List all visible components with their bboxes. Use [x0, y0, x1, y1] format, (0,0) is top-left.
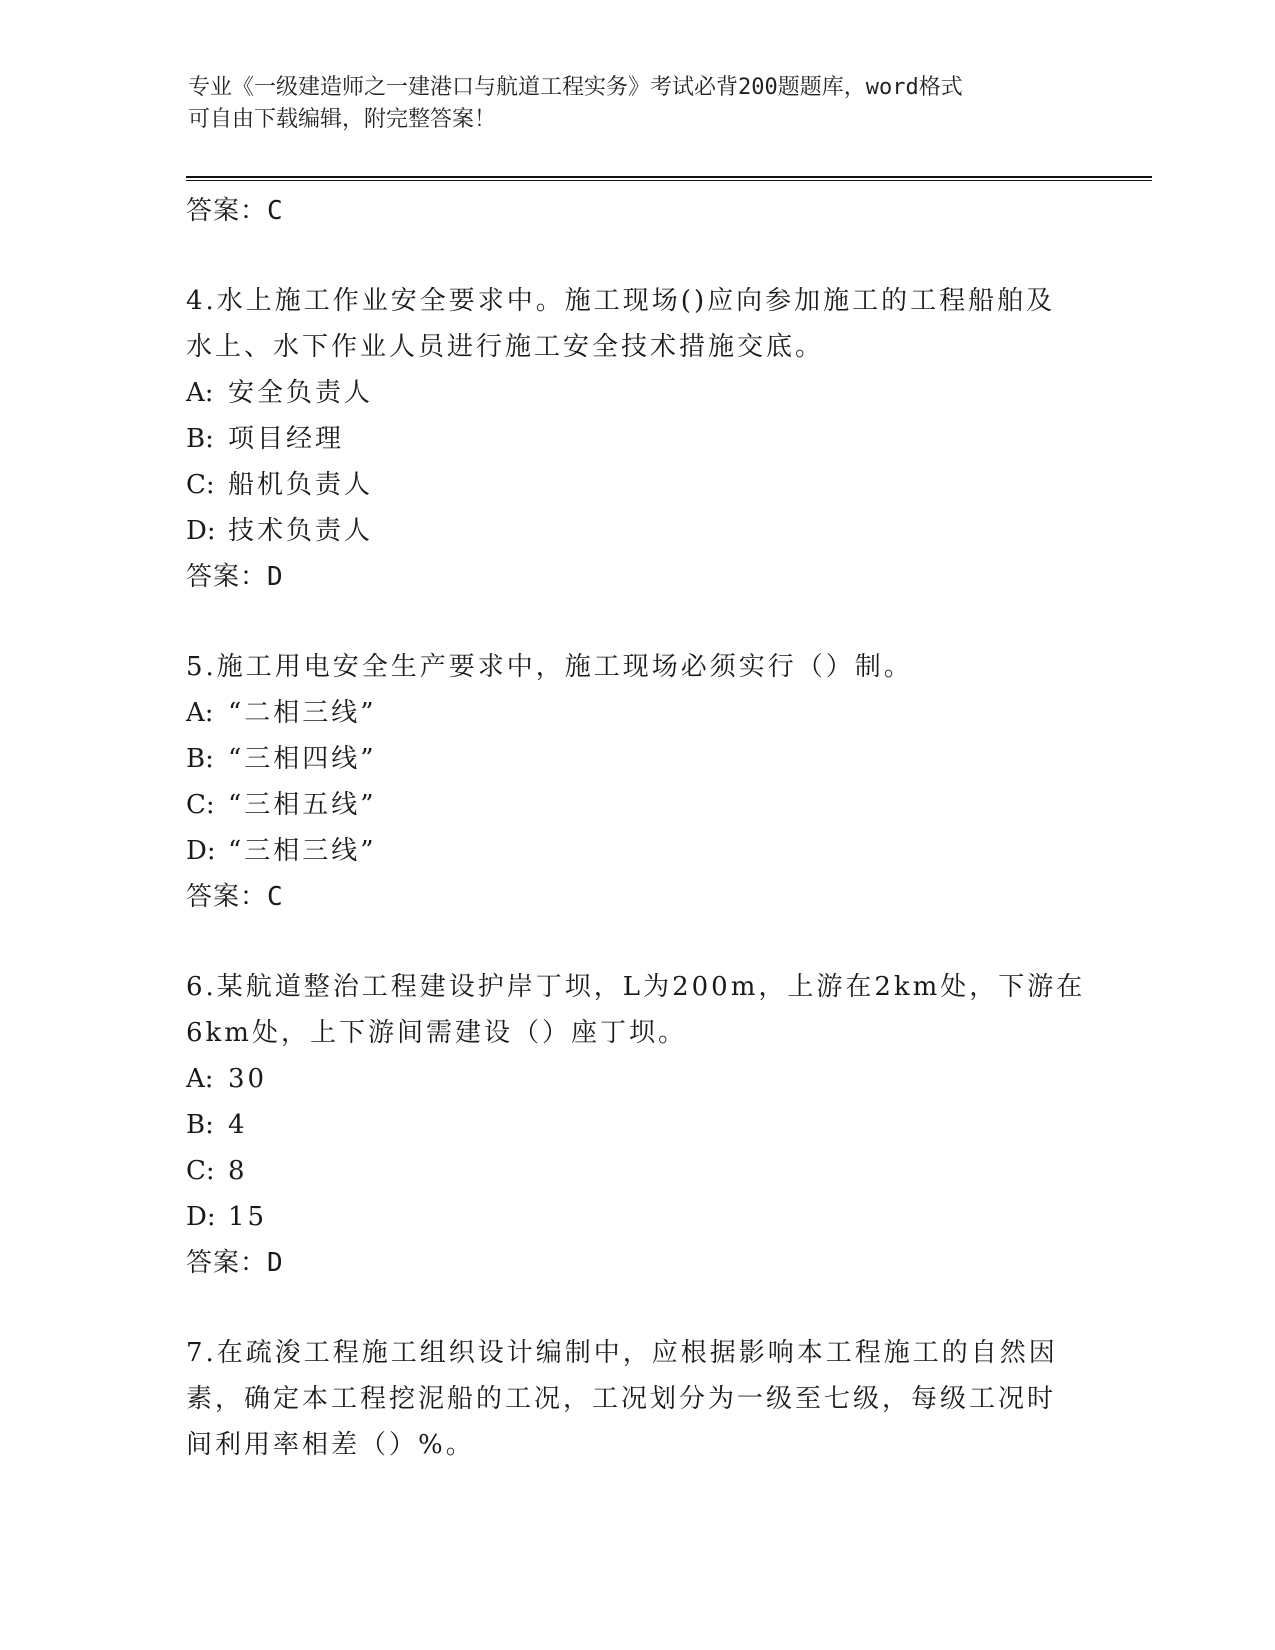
answer-option: [186, 1056, 1086, 1102]
answer-value: D: [267, 1248, 284, 1278]
answer-value: C: [267, 882, 284, 912]
option-key: A:: [186, 378, 214, 408]
option-key: B:: [186, 424, 214, 454]
question-block: [186, 278, 1086, 600]
question-stem: [186, 1330, 1086, 1468]
question-block: [186, 964, 1086, 1286]
answer-option: [186, 828, 1086, 874]
option-text: 技术负责人: [228, 516, 374, 546]
option-text: 30: [228, 1064, 268, 1094]
question-block: [186, 644, 1086, 920]
answer-value: D: [267, 562, 284, 592]
option-text: “二相三线”: [228, 698, 377, 728]
option-text: 安全负责人: [228, 378, 374, 408]
option-text: “三相四线”: [228, 744, 377, 774]
option-text: “三相三线”: [228, 836, 377, 866]
question-spacer: [186, 234, 1086, 278]
answer-option: [186, 1102, 1086, 1148]
question-stem-line: 6km处，上下游间需建设（）座丁坝。: [186, 1018, 687, 1048]
question-stem-line: 5.施工用电安全生产要求中，施工现场必须实行（）制。: [186, 652, 913, 682]
option-text: “三相五线”: [228, 790, 377, 820]
question-stem-line: 6.某航道整治工程建设护岸丁坝，L为200m，上游在2km处，下游在: [186, 972, 1086, 1002]
answer-option: [186, 782, 1086, 828]
answer-label: 答案：: [186, 882, 268, 912]
question-list: [186, 188, 1086, 1468]
option-text: 4: [228, 1110, 248, 1140]
answer-option: [186, 690, 1086, 736]
answer-option: [186, 462, 1086, 508]
page-header: [188, 72, 1068, 136]
question-stem-line: 4.水上施工作业安全要求中。施工现场()应向参加施工的工程船舶及: [186, 286, 1056, 316]
header-divider: [186, 176, 1152, 181]
option-text: 8: [228, 1156, 248, 1186]
answer-value: C: [267, 196, 284, 226]
answer-option: [186, 1148, 1086, 1194]
answer-label: 答案：: [186, 196, 268, 226]
option-key: D:: [186, 836, 216, 866]
answer-label: 答案：: [186, 1248, 268, 1278]
question-spacer: [186, 1286, 1086, 1330]
answer-option: [186, 508, 1086, 554]
question-block: [186, 1330, 1086, 1468]
option-text: 船机负责人: [228, 470, 374, 500]
option-key: A:: [186, 1064, 214, 1094]
question-stem: [186, 964, 1086, 1056]
option-key: D:: [186, 516, 216, 546]
question-spacer: [186, 920, 1086, 964]
question-stem: [186, 278, 1086, 370]
answer-line: [186, 1240, 1086, 1286]
option-key: C:: [186, 790, 215, 820]
question-stem-line: 7.在疏浚工程施工组织设计编制中，应根据影响本工程施工的自然因: [186, 1338, 1058, 1368]
option-key: C:: [186, 470, 215, 500]
option-text: 15: [228, 1202, 268, 1232]
header-title-line-1: 专业《一级建造师之一建港口与航道工程实务》考试必背200题题库，word格式: [188, 75, 963, 100]
option-key: B:: [186, 744, 214, 774]
question-stem: [186, 644, 1086, 690]
question-stem-line: 间利用率相差（）%。: [186, 1430, 475, 1460]
answer-option: [186, 736, 1086, 782]
option-key: C:: [186, 1156, 215, 1186]
answer-option: [186, 1194, 1086, 1240]
option-key: D:: [186, 1202, 216, 1232]
answer-label: 答案：: [186, 562, 268, 592]
answer-line: [186, 554, 1086, 600]
option-key: B:: [186, 1110, 214, 1140]
question-stem-line: 素，确定本工程挖泥船的工况，工况划分为一级至七级，每级工况时: [186, 1384, 1057, 1414]
question-spacer: [186, 600, 1086, 644]
answer-line: [186, 874, 1086, 920]
question-stem-line: 水上、水下作业人员进行施工安全技术措施交底。: [186, 332, 825, 362]
answer-option: [186, 370, 1086, 416]
answer-line: [186, 188, 1086, 234]
option-key: A:: [186, 698, 214, 728]
answer-option: [186, 416, 1086, 462]
header-title-line-2: 可自由下载编辑，附完整答案！: [188, 107, 497, 132]
option-text: 项目经理: [228, 424, 345, 454]
